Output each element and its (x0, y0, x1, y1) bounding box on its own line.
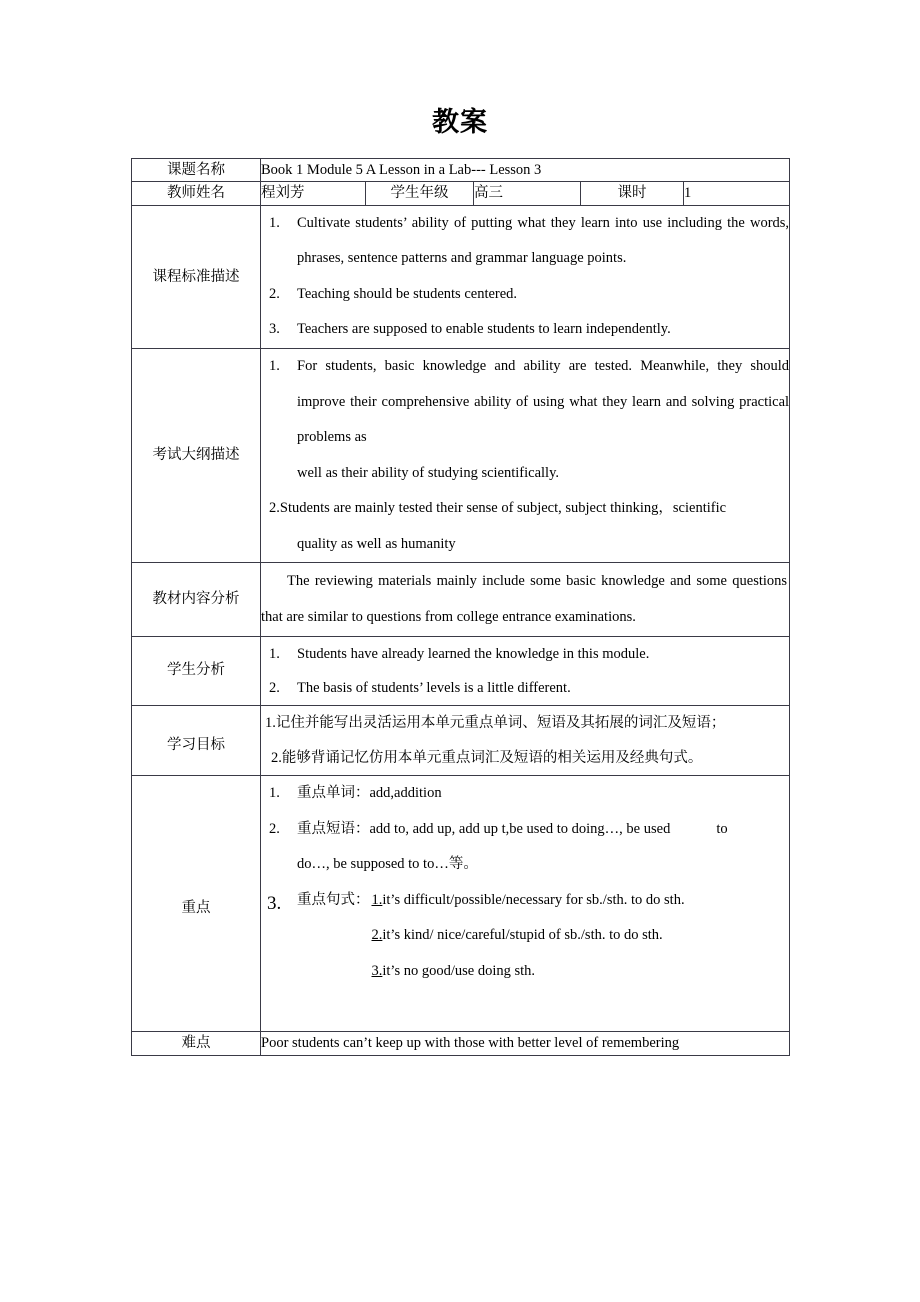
value-objectives (261, 705, 790, 776)
list-text: The basis of students’ levels is a little different. (297, 679, 571, 696)
label-objectives: 学习目标 (132, 705, 261, 776)
label-topic: 课题名称 (132, 159, 261, 182)
label-curriculum-standard: 课程标准描述 (132, 205, 261, 348)
key-patterns-lines (372, 883, 685, 990)
list-item (261, 637, 789, 671)
table-row-exam-syllabus (132, 349, 790, 563)
key-points-list (261, 776, 789, 847)
table-row-teacher (132, 182, 790, 205)
value-student-analysis (261, 636, 790, 705)
exam-syllabus-item2-continuation: quality as well as humanity (297, 535, 456, 552)
list-number: 2. (269, 285, 280, 302)
value-student-grade: 高三 (474, 182, 581, 205)
list-text: For students, basic knowledge and ability are tested. Meanwhile, they should improve their comprehensive ability of using what they learn and solving practical problems as (297, 358, 790, 446)
key-patterns-label: 重点句式： (297, 891, 370, 908)
material-analysis-text: The reviewing materials mainly include some basic knowledge and some questions that are similar to questions from college entrance examinations. (261, 573, 788, 626)
pattern-number: 1. (371, 891, 383, 908)
key-phrases-label: 重点短语： (297, 820, 370, 837)
list-item (261, 206, 789, 277)
exam-syllabus-continuation: well as their ability of studying scientifically. (297, 464, 560, 481)
key-patterns-list (261, 883, 789, 990)
table-row-material-analysis (132, 563, 790, 637)
list-number: 1. (269, 214, 280, 231)
value-periods: 1 (684, 182, 790, 205)
table-row-student-analysis (132, 636, 790, 705)
curriculum-standard-list (261, 206, 789, 348)
key-words-text: add,addition (369, 785, 442, 802)
list-number: 1. (269, 785, 280, 802)
table-row-topic (132, 159, 790, 182)
list-number: 1. (269, 645, 280, 662)
pattern-text: it’s kind/ nice/careful/stupid of sb./sth. to do sth. (382, 927, 663, 944)
pattern-number: 3. (371, 962, 383, 979)
key-phrases-tail: to (716, 820, 728, 837)
objective-line-1: 1.记住并能写出灵活运用本单元重点单词、短语及其拓展的词汇及短语； (265, 714, 726, 731)
value-topic: Book 1 Module 5 A Lesson in a Lab--- Lesson 3 (261, 159, 790, 182)
key-phrases-continuation: do…, be supposed to to…等。 (297, 856, 478, 873)
list-number: 2. (269, 820, 280, 837)
list-number: 2. (269, 679, 280, 696)
lesson-plan-table (131, 158, 790, 1056)
student-analysis-list (261, 637, 789, 705)
pattern-text: it’s no good/use doing sth. (382, 962, 536, 979)
exam-syllabus-item2: 2.Students are mainly tested their sense of subject, subject thinking，scientific (269, 500, 727, 517)
value-teacher-name: 程刘芳 (261, 182, 366, 205)
list-item-key-patterns (261, 883, 789, 990)
table-row-objectives (132, 705, 790, 776)
list-text: Teaching should be students centered. (297, 285, 518, 302)
value-material-analysis (261, 563, 790, 637)
label-teacher-name: 教师姓名 (132, 182, 261, 205)
list-number: 1. (269, 358, 280, 374)
label-exam-syllabus: 考试大纲描述 (132, 349, 261, 563)
key-words-label: 重点单词： (297, 785, 370, 802)
list-number: 3. (269, 321, 280, 338)
pattern-number: 2. (371, 927, 383, 944)
label-material-analysis: 教材内容分析 (132, 563, 261, 637)
list-item (261, 671, 789, 705)
list-number: 3. (267, 892, 282, 914)
label-student-analysis: 学生分析 (132, 636, 261, 705)
pattern-line (372, 927, 663, 943)
list-item-key-phrases (261, 812, 789, 848)
label-student-grade: 学生年级 (366, 182, 474, 205)
page-title: 教案 (432, 107, 488, 137)
list-item (261, 349, 789, 456)
value-difficult-points: Poor students can’t keep up with those with better level of remembering (261, 1032, 790, 1055)
label-key-points: 重点 (132, 776, 261, 1032)
list-item (261, 277, 789, 313)
pattern-text: it’s difficult/possible/necessary for sb./sth. to do sth. (382, 891, 685, 908)
list-item (261, 312, 789, 348)
table-row-key-points (132, 776, 790, 1032)
pattern-line (372, 892, 685, 908)
list-text: Teachers are supposed to enable students to learn independently. (297, 321, 671, 338)
list-item-key-words (261, 776, 789, 812)
table-row-difficult-points (132, 1032, 790, 1055)
exam-syllabus-list (261, 349, 789, 456)
label-periods: 课时 (581, 182, 684, 205)
key-phrases-text: add to, add up, add up t,be used to doing…, be used (369, 820, 671, 837)
objective-line-2: 2.能够背诵记忆仿用本单元重点词汇及短语的相关运用及经典句式。 (271, 749, 703, 766)
list-text: Cultivate students’ ability of putting what they learn into use including the words, phrases, sentence patterns and grammar language points. (297, 214, 790, 267)
value-exam-syllabus (261, 349, 790, 563)
value-key-points (261, 776, 790, 1032)
table-row-curriculum-standard (132, 205, 790, 348)
value-curriculum-standard (261, 205, 790, 348)
label-difficult-points: 难点 (132, 1032, 261, 1055)
pattern-line (372, 963, 536, 979)
list-text: Students have already learned the knowledge in this module. (297, 645, 650, 662)
